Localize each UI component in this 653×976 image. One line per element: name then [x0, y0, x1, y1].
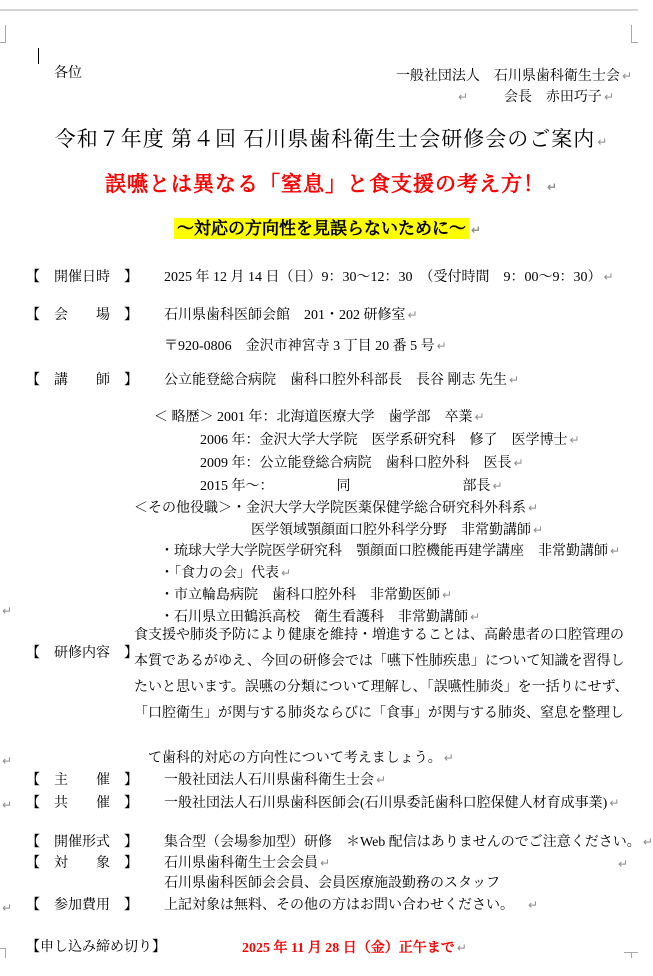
row-label: 【 共 催 】	[26, 796, 138, 811]
row-label: 【 主 催 】	[26, 773, 138, 788]
cv-line: 2006 年：金沢大学大学院 医学系研究科 修了 医学博士 ↵	[200, 433, 580, 448]
paragraph-mark: ↵	[474, 410, 485, 424]
paragraph-mark: ↵	[533, 523, 544, 537]
crop-mark-top-right	[631, 25, 632, 43]
sender-org: 一般社団法人 石川県歯科衛生士会 ↵	[395, 69, 632, 84]
paragraph-mark: ↵	[470, 223, 482, 237]
crop-mark-top-left	[0, 42, 6, 43]
content-paragraph-line: たいと思います。誤嚥の分類について理解し、「誤嚥性肺炎」を一括りにせず、	[134, 680, 629, 695]
paragraph-mark: ↵	[621, 69, 632, 83]
row-label: 【 研修内容 】	[26, 646, 138, 661]
row-value: 一般社団法人石川県歯科衛生士会	[164, 773, 374, 788]
audience-extra: 石川県歯科医師会会員、会員医療施設勤務のスタッフ	[164, 876, 500, 891]
paragraph-mark: ↵	[2, 901, 13, 915]
paragraph-mark: ↵	[546, 180, 559, 194]
page-top-edge	[0, 9, 638, 11]
paragraph-mark: ↵	[281, 566, 292, 580]
paragraph-mark: ↵	[528, 501, 539, 515]
row-label: 【 講 師 】	[26, 373, 138, 388]
paragraph-mark: ↵	[443, 751, 454, 765]
role-line: ・市立輪島病院 歯科口腔外科 非常勤医師 ↵	[160, 588, 453, 603]
content-paragraph-line: 本質であるがゆえ、今回の研修会では「嚥下性肺疾患」について知識を習得し	[134, 654, 625, 669]
row-value: 集合型（会場参加型）研修 ＊Web 配信はありませんのでご注意ください。	[164, 835, 641, 850]
paragraph-mark: ↵	[456, 941, 467, 955]
paragraph-mark: ↵	[407, 308, 418, 322]
paragraph-mark: ↵	[618, 857, 629, 871]
row-value: 一般社団法人石川県歯科医師会(石川県委託歯科口腔保健人材育成事業)	[164, 796, 608, 811]
paragraph-mark: ↵	[597, 135, 609, 149]
venue-address: 〒920-0806 金沢市神宮寺 3 丁目 20 番 5 号 ↵	[164, 339, 447, 354]
paragraph-mark: ↵	[603, 270, 614, 284]
crop-mark-top-left	[5, 25, 6, 43]
paragraph-mark: ↵	[458, 90, 469, 104]
highlighted-text: ～対応の方向性を見誤らないために～	[174, 218, 469, 239]
row-value: 2025 年 12 月 14 日（日）9：30～12：30 （受付時間 9：00～9：30）	[164, 270, 602, 285]
content-paragraph-line: て歯科的対応の方向性について考えましょう。 ↵	[148, 751, 454, 766]
paragraph-mark: ↵	[470, 610, 481, 624]
paragraph-mark: ↵	[320, 856, 331, 870]
paragraph-mark: ↵	[376, 773, 387, 787]
crop-mark-bottom-left	[5, 948, 6, 958]
paragraph-mark: ↵	[569, 433, 580, 447]
cv-line: ＜ 略歴＞ 2001 年：北海道医療大学 歯学部 卒業 ↵	[154, 410, 485, 425]
paragraph-mark: ↵	[2, 604, 13, 618]
role-line: 医学領域顎顔面口腔外科学分野 非常勤講師 ↵	[251, 523, 544, 538]
paragraph-mark: ↵	[528, 898, 539, 912]
paragraph-mark: ↵	[442, 588, 453, 602]
row-label: 【 開催日時 】	[26, 270, 138, 285]
paragraph-mark: ↵	[513, 456, 524, 470]
crop-mark-top-right	[631, 42, 638, 43]
cv-line: 2015 年～： 同 部長 ↵	[200, 479, 503, 494]
paragraph-mark: ↵	[2, 754, 13, 768]
row-label: 【 開催形式 】	[26, 835, 138, 850]
content-paragraph-line: 「口腔衛生」が関与する肺炎ならびに「食事」が関与する肺炎、窒息を整理し	[134, 706, 624, 721]
row-label: 【 参加費用 】	[26, 898, 138, 913]
subtitle-highlight	[0, 202, 638, 257]
subtitle-red: 誤嚥とは異なる「窒息」と食支援の考え方！ ↵	[104, 172, 559, 196]
role-line: ・石川県立田鶴浜高校 衛生看護科 非常勤講師 ↵	[160, 610, 481, 625]
role-line: ・「食力の会」代表 ↵	[160, 566, 292, 581]
row-deadline	[12, 921, 166, 975]
paragraph-mark: ↵	[610, 544, 621, 558]
row-value: 上記対象は無料、その他の方はお問い合わせください。	[164, 898, 514, 913]
paragraph-mark: ↵	[2, 798, 13, 812]
paragraph-mark: ↵	[642, 835, 653, 849]
row-label: 【 対 象 】	[26, 856, 138, 871]
deadline-value: 2025 年 11 月 28 日（金）正午まで ↵	[242, 941, 467, 956]
role-line: ＜その他役職＞・金沢大学大学院医薬保健学総合研究科外科系 ↵	[134, 501, 539, 516]
paragraph-mark: ↵	[603, 90, 614, 104]
paragraph-mark: ↵	[436, 339, 447, 353]
sender-president: 会長 赤田巧子 ↵	[503, 90, 614, 105]
row-value: 公立能登総合病院 歯科口腔外科部長 長谷 剛志 先生	[164, 373, 507, 388]
row-value: 石川県歯科医師会館 201・202 研修室	[164, 308, 406, 323]
page-title: 令和７年度 第４回 石川県歯科衛生士会研修会のご案内 ↵	[54, 127, 609, 151]
recipient: 各位	[54, 66, 82, 81]
paragraph-mark: ↵	[609, 796, 620, 810]
cv-line: 2009 年：公立能登総合病院 歯科口腔外科 医長 ↵	[200, 456, 524, 471]
crop-mark-bottom-left	[0, 948, 6, 949]
paragraph-mark: ↵	[509, 373, 520, 387]
crop-mark-bottom-right	[624, 952, 638, 953]
row-label: 【 会 場 】	[26, 308, 138, 323]
row-label: 【申し込み締め切り】	[26, 940, 166, 955]
text-caret	[38, 48, 39, 64]
paragraph-mark: ↵	[492, 479, 503, 493]
role-line: ・琉球大学大学院医学研究科 顎顔面口腔機能再建学講座 非常勤講師 ↵	[160, 544, 621, 559]
row-value: 石川県歯科衛生士会会員	[164, 856, 318, 871]
content-paragraph-line: 食支援や肺炎予防により健康を維持・増進することは、高齢患者の口腔管理の	[134, 628, 624, 643]
